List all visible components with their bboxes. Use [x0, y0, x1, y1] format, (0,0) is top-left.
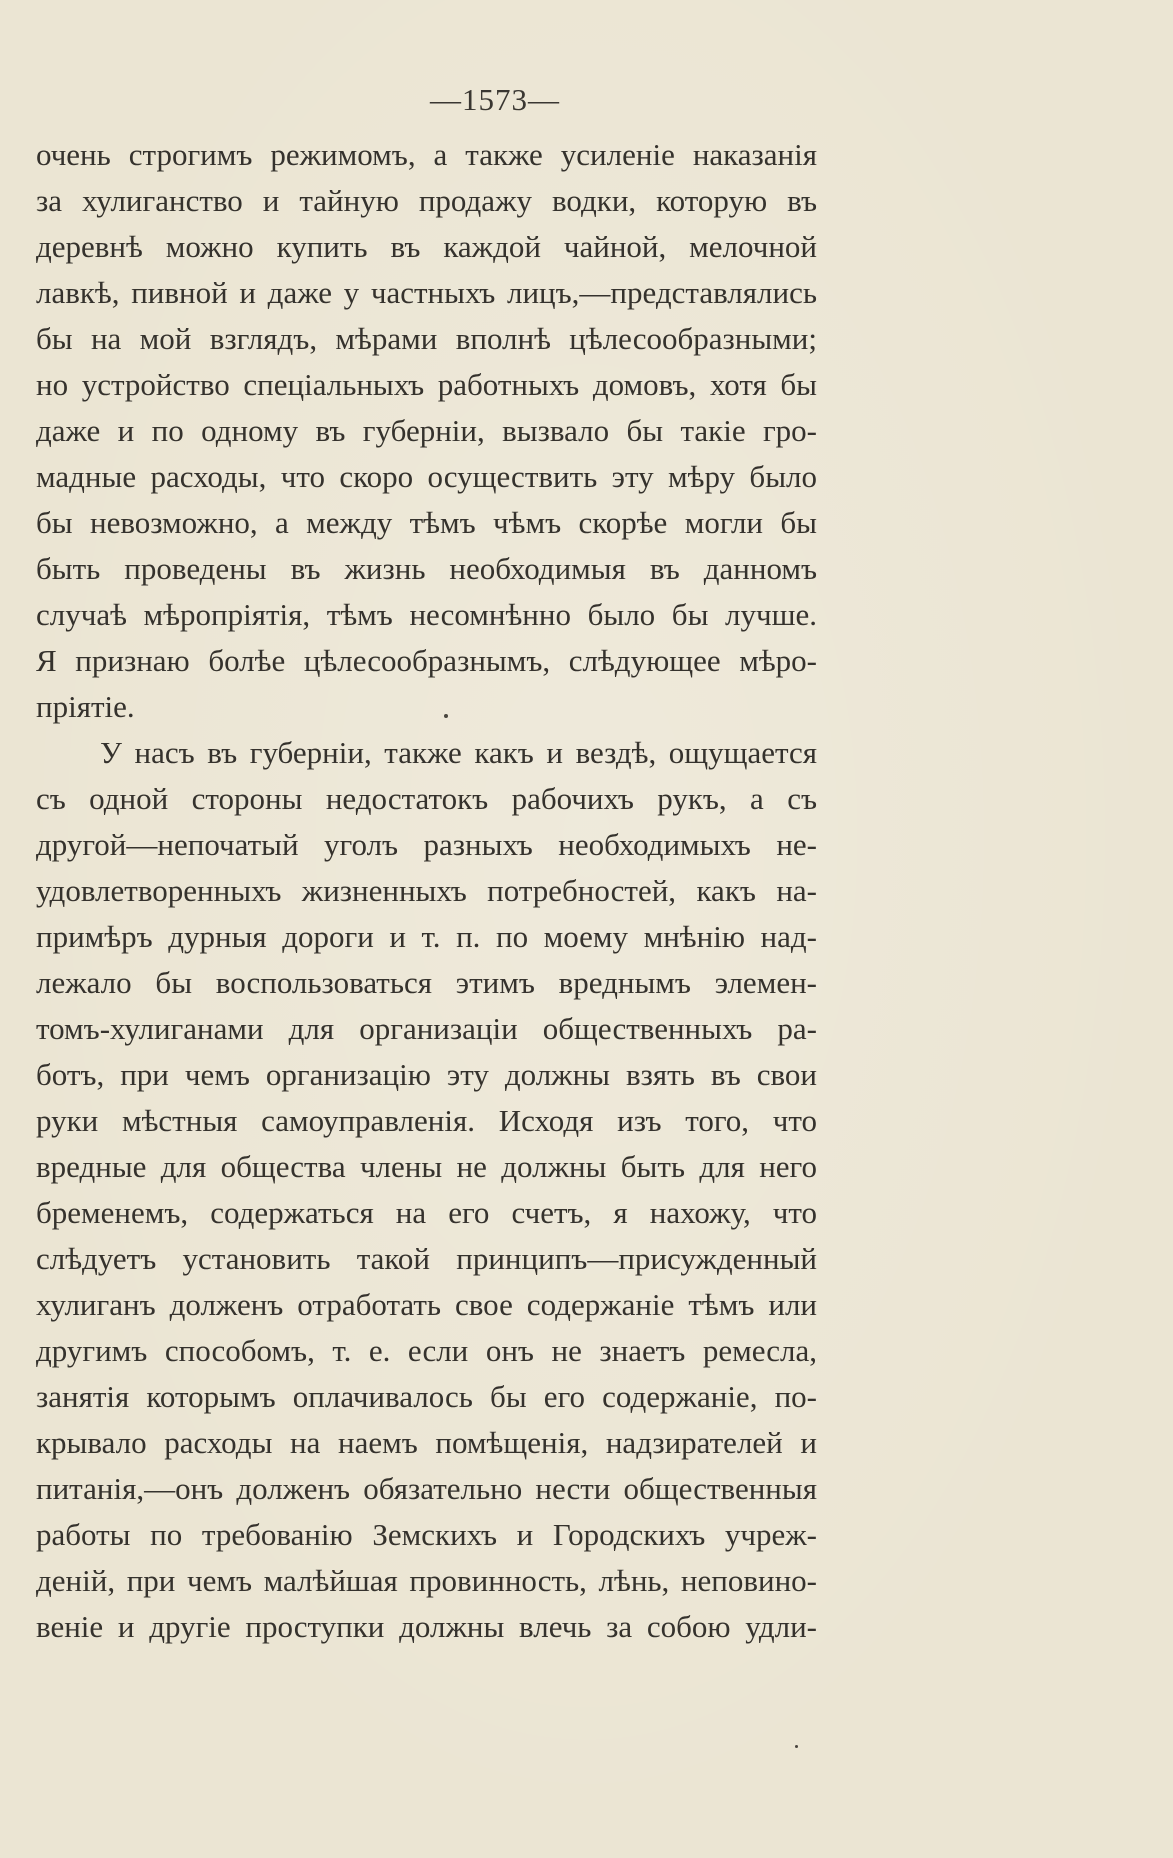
text-line: слѣдуетъ установить такой принципъ—присужденный: [36, 1241, 817, 1276]
text-line: томъ-хулиганами для организаціи общественныхъ ра-: [36, 1011, 817, 1046]
text-line: пріятіе.: [36, 689, 135, 724]
page-number: —1573—: [430, 82, 560, 117]
ink-speck: [795, 1745, 798, 1748]
text-line: У насъ въ губерніи, также какъ и вездѣ, ощущается: [100, 735, 817, 770]
text-line: мадные расходы, что скоро осуществить эту мѣру было: [36, 459, 817, 494]
text-line: бременемъ, содержаться на его счетъ, я нахожу, что: [36, 1195, 817, 1230]
text-line: деній, при чемъ малѣйшая провинность, лѣнь, неповино-: [36, 1563, 817, 1598]
text-line: веніе и другіе проступки должны влечь за собою удли-: [36, 1609, 817, 1644]
text-line: Я признаю болѣе цѣлесообразнымъ, слѣдующее мѣро-: [36, 643, 817, 678]
text-line: но устройство спеціальныхъ работныхъ домовъ, хотя бы: [36, 367, 817, 402]
text-line: работы по требованію Земскихъ и Городскихъ учреж-: [36, 1517, 817, 1552]
text-line: занятія которымъ оплачивалось бы его содержаніе, по-: [36, 1379, 817, 1414]
text-line: лежало бы воспользоваться этимъ вреднымъ элемен-: [36, 965, 817, 1000]
text-line: примѣръ дурныя дороги и т. п. по моему мнѣнію над-: [36, 919, 817, 954]
text-line: хулиганъ долженъ отработать свое содержаніе тѣмъ или: [36, 1287, 817, 1322]
text-line: бы на мой взглядъ, мѣрами вполнѣ цѣлесообразными;: [36, 321, 817, 356]
text-line: очень строгимъ режимомъ, а также усиленіе наказанія: [36, 137, 817, 172]
text-line: удовлетворенныхъ жизненныхъ потребностей, какъ на-: [36, 873, 817, 908]
text-line: вредные для общества члены не должны быть для него: [36, 1149, 817, 1184]
text-line: бы невозможно, а между тѣмъ чѣмъ скорѣе могли бы: [36, 505, 817, 540]
text-line: быть проведены въ жизнь необходимыя въ данномъ: [36, 551, 817, 586]
text-line: даже и по одному въ губерніи, вызвало бы такіе гро-: [36, 413, 817, 448]
body-text: [36, 132, 817, 1650]
ink-speck: [444, 714, 448, 718]
text-line: за хулиганство и тайную продажу водки, которую въ: [36, 183, 817, 218]
text-line: ботъ, при чемъ организацію эту должны взять въ свои: [36, 1057, 817, 1092]
text-line: крывало расходы на наемъ помѣщенія, надзирателей и: [36, 1425, 817, 1460]
text-line: питанія,—онъ долженъ обязательно нести общественныя: [36, 1471, 817, 1506]
text-line: другой—непочатый уголъ разныхъ необходимыхъ не-: [36, 827, 817, 862]
text-line: случаѣ мѣропріятія, тѣмъ несомнѣнно было бы лучше.: [36, 597, 817, 632]
text-line: деревнѣ можно купить въ каждой чайной, мелочной: [36, 229, 817, 264]
text-line: руки мѣстныя самоуправленія. Исходя изъ того, что: [36, 1103, 817, 1138]
text-line: другимъ способомъ, т. е. если онъ не знаетъ ремесла,: [36, 1333, 817, 1368]
text-line: лавкѣ, пивной и даже у частныхъ лицъ,—представлялись: [36, 275, 817, 310]
text-line: съ одной стороны недостатокъ рабочихъ рукъ, а съ: [36, 781, 817, 816]
